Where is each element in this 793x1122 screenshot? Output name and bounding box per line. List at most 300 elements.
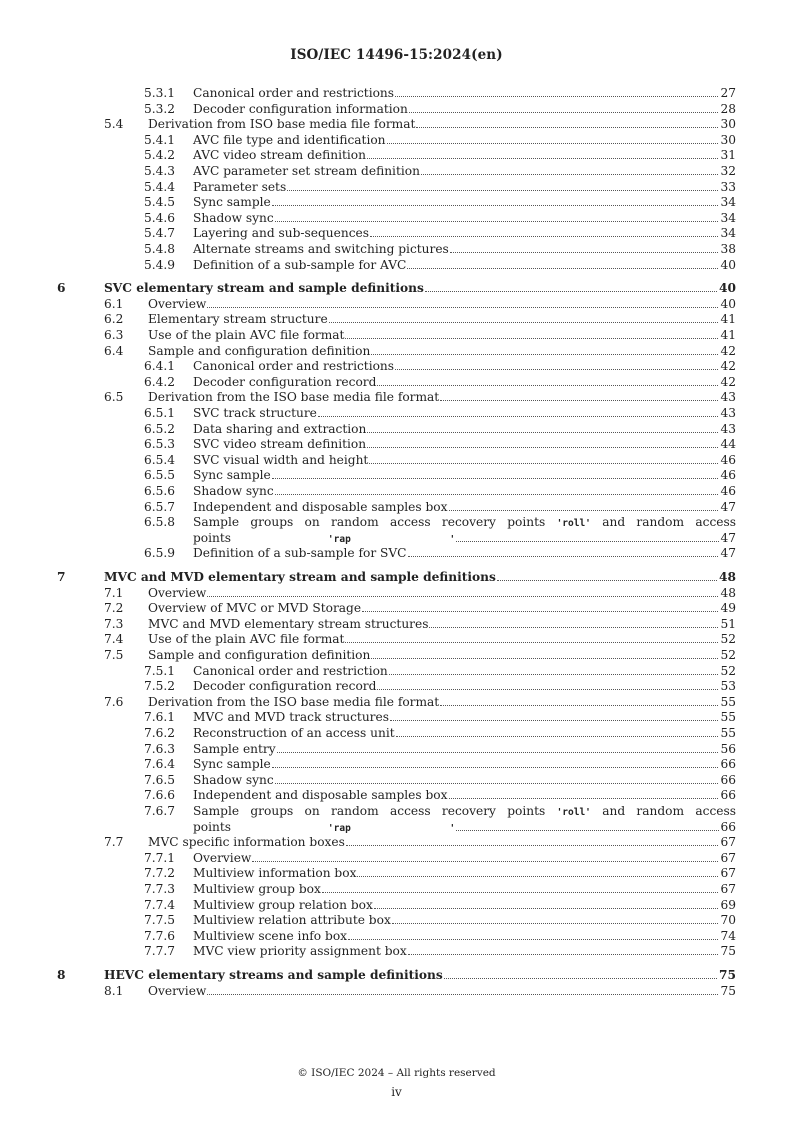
toc-entry-number: 5.4.9 [144,257,176,272]
toc-entry-line [193,359,736,374]
toc-entry-title: Decoder configuration record [193,679,377,694]
toc-entry-title: Use of the plain AVC file format [148,328,345,342]
toc-entry-page: 67 [720,866,736,881]
toc-entry-title: Parameter sets [193,179,287,194]
toc-entry[interactable] [0,617,793,632]
toc-entry-line [193,515,736,531]
toc-entry[interactable] [0,312,793,327]
toc-entry[interactable] [0,422,793,437]
toc-entry-line [148,297,736,312]
toc-entry[interactable] [0,148,793,163]
toc-entry-title: Layering and sub-sequences [193,226,369,241]
toc-entry-number: 5.4.8 [144,242,176,256]
toc-entry-title [193,804,736,820]
toc-entry-page: 52 [720,632,736,647]
toc-entry-number: 7.6.1 [144,710,176,725]
toc-entry-number: 5.3.2 [144,101,176,116]
toc-entry[interactable] [0,133,793,148]
toc-entry-title [193,515,736,531]
toc-entry-page: 42 [720,374,736,389]
toc-dot-leader [392,923,719,924]
toc-entry-page: 46 [720,452,736,467]
toc-entry-page: 47 [720,546,736,561]
toc-entry-title: Multiview scene info box [193,928,348,943]
toc-dot-leader [408,954,719,955]
toc-entry-title: Shadow sync [193,210,274,225]
toc-dot-leader [287,190,718,191]
toc-entry-page: 67 [720,882,736,896]
toc-entry[interactable] [0,632,793,647]
toc-dot-leader [275,221,719,222]
box-type-code: 'roll' [556,518,591,530]
toc-dot-leader [377,689,718,690]
toc-dot-leader [371,354,718,355]
toc-entry-line [193,546,736,561]
toc-dot-leader [371,658,718,659]
toc-entry[interactable] [0,180,793,195]
toc-dot-leader [367,158,719,159]
toc-entry-line [193,913,736,928]
toc-entry-title: Overview [148,983,207,998]
toc-entry-line [193,180,736,195]
toc-dot-leader [497,580,717,581]
toc-entry[interactable] [0,468,793,483]
toc-entry[interactable] [0,344,793,359]
toc-dot-leader [429,627,718,628]
toc-entry-title: MVC view priority assignment box [193,944,407,959]
toc-entry-line [193,944,736,959]
toc-chapter-entry[interactable] [0,968,793,983]
toc-entry-line [193,375,736,390]
toc-dot-leader [348,939,718,940]
toc-entry-number: 6.5 [104,390,124,405]
toc-chapter-entry[interactable] [0,570,793,585]
toc-entry-number: 7 [57,570,66,584]
toc-entry-title: Alternate streams and switching pictures [193,242,449,256]
toc-entry-page: 55 [720,694,736,709]
toc-entry-title: Derivation from the ISO base media file format [148,390,440,405]
toc-entry-page: 46 [720,468,736,483]
toc-entry-page: 34 [720,210,736,225]
toc-dot-leader [377,385,718,386]
toc-entry-line [148,835,736,850]
toc-entry[interactable] [0,757,793,772]
toc-entry[interactable] [0,164,793,179]
toc-entry-title: AVC file type and identification [193,132,386,147]
toc-entry-title: Reconstruction of an access unit [193,726,395,740]
toc-entry[interactable] [0,195,793,210]
toc-dot-leader [395,369,718,370]
toc-entry-page: 28 [720,101,736,116]
toc-entry-line [193,531,736,547]
toc-entry-line [193,164,736,179]
toc-entry[interactable] [0,102,793,117]
toc-entry-line [193,102,736,117]
box-type-code: 'rap ' [327,533,456,545]
toc-entry-title: AVC parameter set stream definition [193,164,420,178]
toc-entry-page: 40 [719,281,736,296]
toc-entry-title: Definition of a sub-sample for SVC [193,546,407,561]
toc-entry-line [193,882,736,897]
toc-entry-number: 7.1 [104,585,124,600]
toc-entry-page: 34 [720,195,736,210]
toc-entry-title-part: and random access [602,515,737,530]
toc-entry-number: 6.4.1 [144,359,176,374]
toc-dot-leader [357,876,718,877]
toc-dot-leader [272,478,719,479]
toc-entry[interactable] [0,944,793,959]
toc-entry-number: 7.7.4 [144,897,176,912]
toc-entry-title: Shadow sync [193,772,274,787]
toc-entry-title: MVC and MVD elementary stream and sample definitions [104,570,496,584]
toc-entry-line [148,984,736,999]
toc-entry[interactable] [0,664,793,679]
toc-entry[interactable] [0,710,793,725]
toc-entry-number: 7.6 [104,694,124,709]
toc-entry-page: 42 [720,343,736,358]
toc-entry-line [193,726,736,741]
toc-entry-title-part: points [193,819,232,834]
toc-entry[interactable] [0,242,793,257]
toc-entry[interactable] [0,546,793,561]
toc-entry-title: Data sharing and extraction [193,421,367,436]
toc-entry-page: 75 [720,983,736,998]
toc-entry-title: Canonical order and restrictions [193,86,395,100]
toc-dot-leader [275,783,719,784]
toc-entry-title: Use of the plain AVC file format [148,632,345,647]
toc-entry[interactable] [0,211,793,226]
toc-entry-number: 6.5.1 [144,406,176,420]
toc-dot-leader [425,291,717,292]
toc-entry-line [193,788,736,803]
toc-dot-leader [207,596,718,597]
toc-entry-line [193,406,736,421]
toc-entry[interactable] [0,406,793,421]
toc-dot-leader [272,205,719,206]
toc-entry-line [193,742,736,757]
toc-entry-title: Overview [148,585,207,600]
toc-entry[interactable] [0,437,793,452]
toc-entry[interactable] [0,500,793,515]
toc-entry-number: 7.6.7 [144,804,176,818]
toc-entry-title: Decoder configuration record [193,374,377,389]
toc-entry-title: Multiview group relation box [193,897,373,912]
toc-entry-line [104,281,736,296]
toc-entry-number: 7.6.5 [144,772,176,787]
toc-entry-number: 8.1 [104,983,124,998]
toc-entry[interactable] [0,601,793,616]
page-number: iv [391,1085,402,1099]
toc-entry-number: 7.2 [104,601,124,616]
box-type-code: 'rap ' [327,822,456,834]
toc-dot-leader [440,400,718,401]
toc-entry-page: 33 [720,179,736,194]
toc-entry-number: 7.6.3 [144,741,176,756]
toc-entry-number: 6.4 [104,343,124,358]
toc-entry-number: 5.3.1 [144,86,176,100]
toc-entry-title: Sync sample [193,468,271,483]
toc-entry-line [193,851,736,866]
toc-entry-line [148,344,736,359]
box-type-code: 'roll' [556,807,591,818]
toc-entry[interactable] [0,742,793,757]
toc-dot-leader [456,830,718,831]
toc-entry-line [193,133,736,148]
toc-entry-line [193,820,736,836]
toc-entry[interactable] [0,882,793,897]
toc-entry-page: 67 [720,835,736,850]
toc-entry-page: 55 [720,710,736,725]
toc-dot-leader [421,174,719,175]
toc-entry-number: 7.5 [104,648,124,662]
toc-entry[interactable] [0,390,793,405]
toc-entry-page: 30 [720,117,736,132]
toc-entry[interactable] [0,898,793,913]
toc-dot-leader [345,338,718,339]
toc-dot-leader [444,978,717,979]
toc-entry[interactable] [0,226,793,241]
toc-entry-title: Overview of MVC or MVD Storage [148,601,362,616]
toc-entry-line [148,695,736,710]
toc-entry-line [104,968,736,983]
toc-entry-line [148,601,736,616]
toc-entry-title-part: points [193,530,232,545]
toc-entry-line [193,484,736,499]
toc-entry-title-part: and random access [602,804,737,818]
toc-entry-page: 53 [720,679,736,694]
toc-entry-number: 6.5.4 [144,452,176,467]
toc-entry-number: 6.5.2 [144,421,176,436]
toc-entry-line [193,664,736,679]
toc-entry-number: 5.4.7 [144,226,176,241]
toc-entry-number: 6.1 [104,296,124,311]
toc-entry-page: 48 [719,570,736,584]
toc-entry[interactable] [0,453,793,468]
toc-entry-page: 66 [720,819,737,834]
toc-entry-line [148,312,736,327]
toc-entry[interactable] [0,679,793,694]
toc-entry-line [193,710,736,725]
toc-entry-number: 7.7.6 [144,928,176,943]
toc-entry-line [193,757,736,772]
toc-dot-leader [367,447,718,448]
toc-entry-page: 66 [720,788,736,803]
toc-entry-line [193,226,736,241]
toc-dot-leader [272,767,719,768]
toc-entry-number: 6.5.7 [144,499,176,514]
toc-entry[interactable] [0,117,793,132]
toc-entry-page: 47 [720,530,737,545]
toc-entry[interactable] [0,788,793,803]
toc-dot-leader [346,845,719,846]
toc-dot-leader [207,994,718,995]
toc-entry-title: Sample entry [193,741,276,756]
toc-entry-page: 31 [720,148,736,163]
toc-dot-leader [450,252,719,253]
toc-entry-line [148,117,736,132]
toc-dot-leader [362,611,718,612]
toc-entry-title: HEVC elementary streams and sample definitions [104,968,443,982]
toc-entry[interactable] [0,86,793,101]
toc-entry-number: 5.4.3 [144,164,176,178]
toc-entry[interactable] [0,359,793,374]
toc-entry-page: 47 [720,499,736,514]
toc-dot-leader [329,322,719,323]
toc-dot-leader [440,705,718,706]
toc-entry-number: 6.5.9 [144,546,176,561]
toc-entry[interactable] [0,835,793,850]
toc-dot-leader [277,752,719,753]
toc-entry-page: 42 [720,359,736,374]
toc-entry-number: 6 [57,281,66,296]
toc-entry-line [193,258,736,273]
toc-entry[interactable] [0,773,793,788]
toc-entry-title: Definition of a sub-sample for AVC [193,257,407,272]
toc-entry-number: 7.3 [104,616,124,631]
toc-entry-page: 38 [720,242,736,256]
toc-entry-title-part: Sample groups on random access recovery points [193,515,546,530]
toc-entry-page: 43 [720,421,736,436]
toc-dot-leader [207,307,718,308]
toc-entry[interactable] [0,484,793,499]
toc-entry-number: 7.7.5 [144,913,176,928]
toc-entry[interactable] [0,851,793,866]
toc-entry-page: 34 [720,226,736,241]
toc-entry-line [193,679,736,694]
toc-dot-leader [395,96,718,97]
toc-entry[interactable] [0,929,793,944]
toc-entry-title: Sample and configuration definition [148,343,371,358]
toc-entry-line [193,804,736,820]
toc-dot-leader [407,268,718,269]
toc-entry-page: 56 [720,741,736,756]
toc-entry[interactable] [0,515,793,545]
toc-entry-page: 75 [719,968,736,982]
toc-entry-number: 7.6.2 [144,726,176,740]
toc-entry-line [193,195,736,210]
toc-entry-line [193,929,736,944]
toc-entry-title: Multiview information box [193,866,357,881]
toc-entry[interactable] [0,297,793,312]
toc-entry-line [193,453,736,468]
toc-entry-title [193,820,455,836]
toc-entry-title: SVC elementary stream and sample definitions [104,281,424,296]
toc-entry-page: 52 [720,663,736,678]
toc-entry-title: Canonical order and restriction [193,663,388,678]
toc-entry-line [193,242,736,257]
toc-dot-leader [318,416,719,417]
toc-entry-page: 66 [720,757,736,772]
toc-entry-number: 6.4.2 [144,374,176,389]
toc-entry-title: Canonical order and restrictions [193,359,395,374]
toc-entry[interactable] [0,328,793,343]
toc-entry-page: 30 [720,132,736,147]
toc-entry-page: 55 [720,726,736,740]
toc-dot-leader [374,908,719,909]
toc-entry-number: 7.5.2 [144,679,176,694]
toc-entry-number: 5.4.5 [144,195,176,210]
toc-entry-title: Decoder configuration information [193,101,408,116]
toc-entry-page: 40 [720,257,736,272]
toc-entry-title: Independent and disposable samples box [193,788,448,803]
toc-dot-leader [409,112,719,113]
toc-entry-line [148,390,736,405]
toc-entry-number: 6.3 [104,328,124,342]
toc-chapter-entry[interactable] [0,281,793,296]
toc-entry-page: 27 [720,86,736,100]
toc-dot-leader [367,432,718,433]
toc-entry-line [193,422,736,437]
toc-entry-number: 7.7.1 [144,850,176,865]
toc-dot-leader [275,494,719,495]
toc-entry-number: 5.4.2 [144,148,176,163]
toc-entry-number: 8 [57,968,66,982]
toc-entry-number: 7.7.3 [144,882,176,896]
toc-entry-number: 5.4 [104,117,124,132]
toc-entry-title [193,531,455,547]
toc-entry-number: 7.5.1 [144,663,176,678]
toc-entry-number: 5.4.6 [144,210,176,225]
toc-entry[interactable] [0,375,793,390]
toc-entry-number: 7.6.6 [144,788,176,803]
toc-entry[interactable] [0,648,793,663]
toc-entry[interactable] [0,258,793,273]
toc-entry-page: 74 [720,928,736,943]
toc-entry-number: 7.6.4 [144,757,176,772]
toc-entry[interactable] [0,726,793,741]
toc-dot-leader [456,541,718,542]
toc-dot-leader [449,798,719,799]
toc-entry[interactable] [0,913,793,928]
toc-entry-page: 43 [720,390,736,405]
toc-entry[interactable] [0,804,793,834]
toc-entry-number: 7.7 [104,835,124,850]
copyright-notice: © ISO/IEC 2024 – All rights reserved [297,1067,496,1079]
toc-entry-line [148,328,736,343]
toc-entry-page: 70 [720,913,736,928]
toc-entry-line [193,86,736,101]
toc-entry-title-part: Sample groups on random access recovery points [193,804,546,818]
toc-entry-number: 7.7.7 [144,944,176,959]
toc-dot-leader [389,674,719,675]
toc-entry-page: 48 [720,585,736,600]
toc-entry-page: 43 [720,406,736,420]
toc-entry[interactable] [0,866,793,881]
toc-dot-leader [387,143,719,144]
toc-entry-title: Multiview group box [193,882,321,896]
toc-entry-title: Multiview relation attribute box [193,913,391,928]
toc-entry-number: 6.5.8 [144,515,176,530]
toc-entry[interactable] [0,984,793,999]
toc-entry-page: 66 [720,772,736,787]
toc-entry-title: Independent and disposable samples box [193,499,448,514]
toc-entry-page: 52 [720,648,736,662]
toc-entry[interactable] [0,586,793,601]
toc-dot-leader [322,892,719,893]
toc-entry[interactable] [0,695,793,710]
toc-entry-number: 6.2 [104,312,124,327]
toc-entry-page: 67 [720,850,736,865]
toc-entry-line [193,898,736,913]
toc-dot-leader [416,127,718,128]
toc-entry-title: MVC and MVD elementary stream structures [148,616,429,631]
toc-entry-number: 5.4.1 [144,132,176,147]
toc-entry-line [193,211,736,226]
toc-entry-number: 6.5.6 [144,484,176,498]
toc-dot-leader [369,463,718,464]
toc-entry-title: SVC visual width and height [193,452,369,467]
toc-entry-title: MVC specific information boxes [148,835,345,850]
